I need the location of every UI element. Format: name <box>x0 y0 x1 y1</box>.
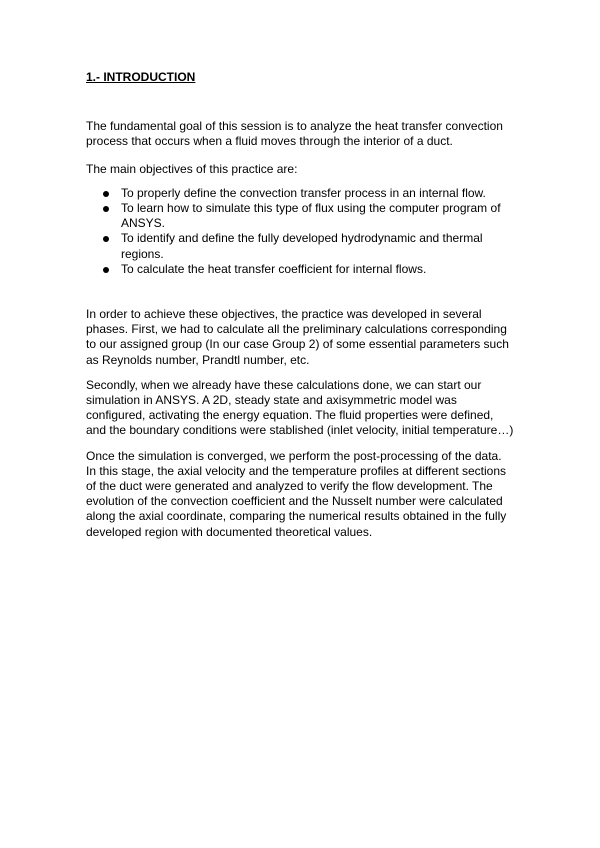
objective-item <box>86 262 514 277</box>
document-body <box>86 70 514 550</box>
objectives-intro: The main objectives of this practice are: <box>86 161 298 176</box>
body-paragraph: Once the simulation is converged, we perform the post-processing of the data. In this stage, the axial velocity and the temperature profiles at different sections of the duct were generated and analyzed to verify the flow development. The evolution of the convection coefficient and the Nusselt number were calculated along the axial coordinate, comparing the numerical results obtained in the fully developed region with documented theoretical values. <box>86 448 507 539</box>
body-paragraph: Secondly, when we already have these calculations done, we can start our simulation in ANSYS. A 2D, steady state and axisymmetric model was configured, activating the energy equation. The fluid properties were defined, and the boundary conditions were stablished (inlet velocity, initial temperature…) <box>86 377 514 438</box>
body-paragraph: In order to achieve these objectives, the practice was developed in several phases. First, we had to calculate all the preliminary calculations corresponding to our assigned group (In our case Group 2) of some essential parameters such as Reynolds number, Prandtl number, etc. <box>86 307 509 367</box>
intro-paragraph: The fundamental goal of this session is to analyze the heat transfer convection process that occurs when a fluid moves through the interior of a duct. <box>86 119 503 149</box>
objective-item <box>86 186 514 201</box>
objective-text: To learn how to simulate this type of flux using the computer program of ANSYS. <box>121 201 501 231</box>
section-heading: 1.- INTRODUCTION <box>86 70 196 84</box>
bullet-icon <box>103 191 109 197</box>
objective-item <box>86 231 514 261</box>
objective-item <box>86 201 514 231</box>
objective-text: To calculate the heat transfer coefficient for internal flows. <box>121 261 427 276</box>
objectives-list <box>86 186 514 277</box>
objective-text: To properly define the convection transfer process in an internal flow. <box>121 185 486 200</box>
bullet-icon <box>103 236 109 242</box>
bullet-icon <box>103 206 109 212</box>
objective-text: To identify and define the fully developed hydrodynamic and thermal regions. <box>121 231 483 261</box>
bullet-icon <box>103 267 109 273</box>
